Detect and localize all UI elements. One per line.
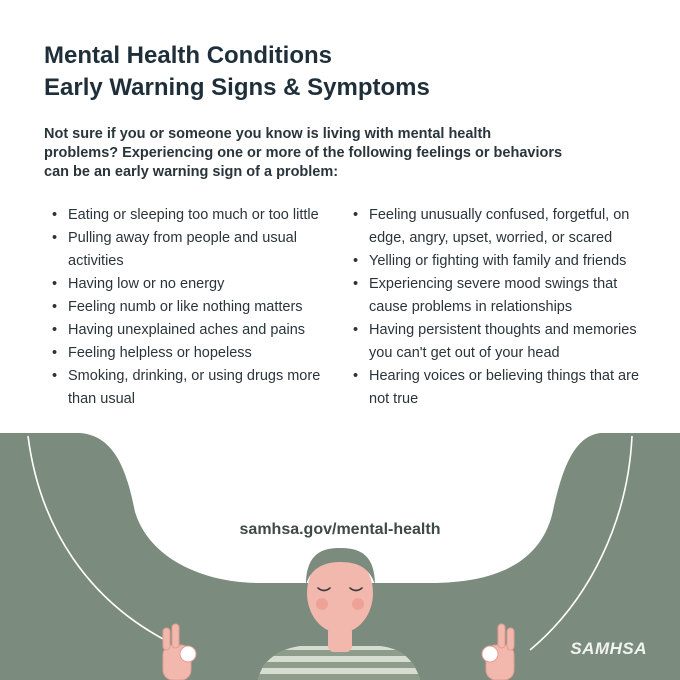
list-item: • Eating or sleeping too much or too little bbox=[52, 204, 337, 227]
right-cheek bbox=[352, 598, 364, 610]
title-line-1: Mental Health Conditions bbox=[44, 42, 332, 69]
list-item: • Feeling unusually confused, forgetful, on edge, angry, upset, worried, or scared bbox=[353, 204, 653, 250]
list-item: • Hearing voices or believing things that are not true bbox=[353, 365, 653, 411]
list-item: • Having low or no energy bbox=[52, 273, 337, 296]
list-item: • Having unexplained aches and pains bbox=[52, 319, 337, 342]
title-line-2: Early Warning Signs & Symptoms bbox=[44, 74, 430, 101]
symptom-list-right bbox=[353, 204, 653, 411]
left-cheek bbox=[316, 598, 328, 610]
list-item: • Smoking, drinking, or using drugs more than usual bbox=[52, 365, 337, 411]
website-link[interactable]: samhsa.gov/mental-health bbox=[239, 521, 441, 538]
list-item: • Feeling helpless or hopeless bbox=[52, 342, 337, 365]
list-item: • Experiencing severe mood swings that cause problems in relationships bbox=[353, 273, 653, 319]
list-item: • Feeling numb or like nothing matters bbox=[52, 296, 337, 319]
intro-paragraph: Not sure if you or someone you know is living with mental health problems? Experiencing one or more of the following feelings or behaviors can be an early warning sign of a problem: bbox=[44, 126, 563, 180]
list-item: • Pulling away from people and usual activities bbox=[52, 227, 337, 273]
symptom-list-left bbox=[52, 204, 337, 411]
list-item: • Having persistent thoughts and memories you can't get out of your head bbox=[353, 319, 653, 365]
list-item: • Yelling or fighting with family and friends bbox=[353, 250, 653, 273]
samhsa-logo: SAMHSA bbox=[570, 639, 647, 658]
page-title bbox=[44, 40, 430, 104]
